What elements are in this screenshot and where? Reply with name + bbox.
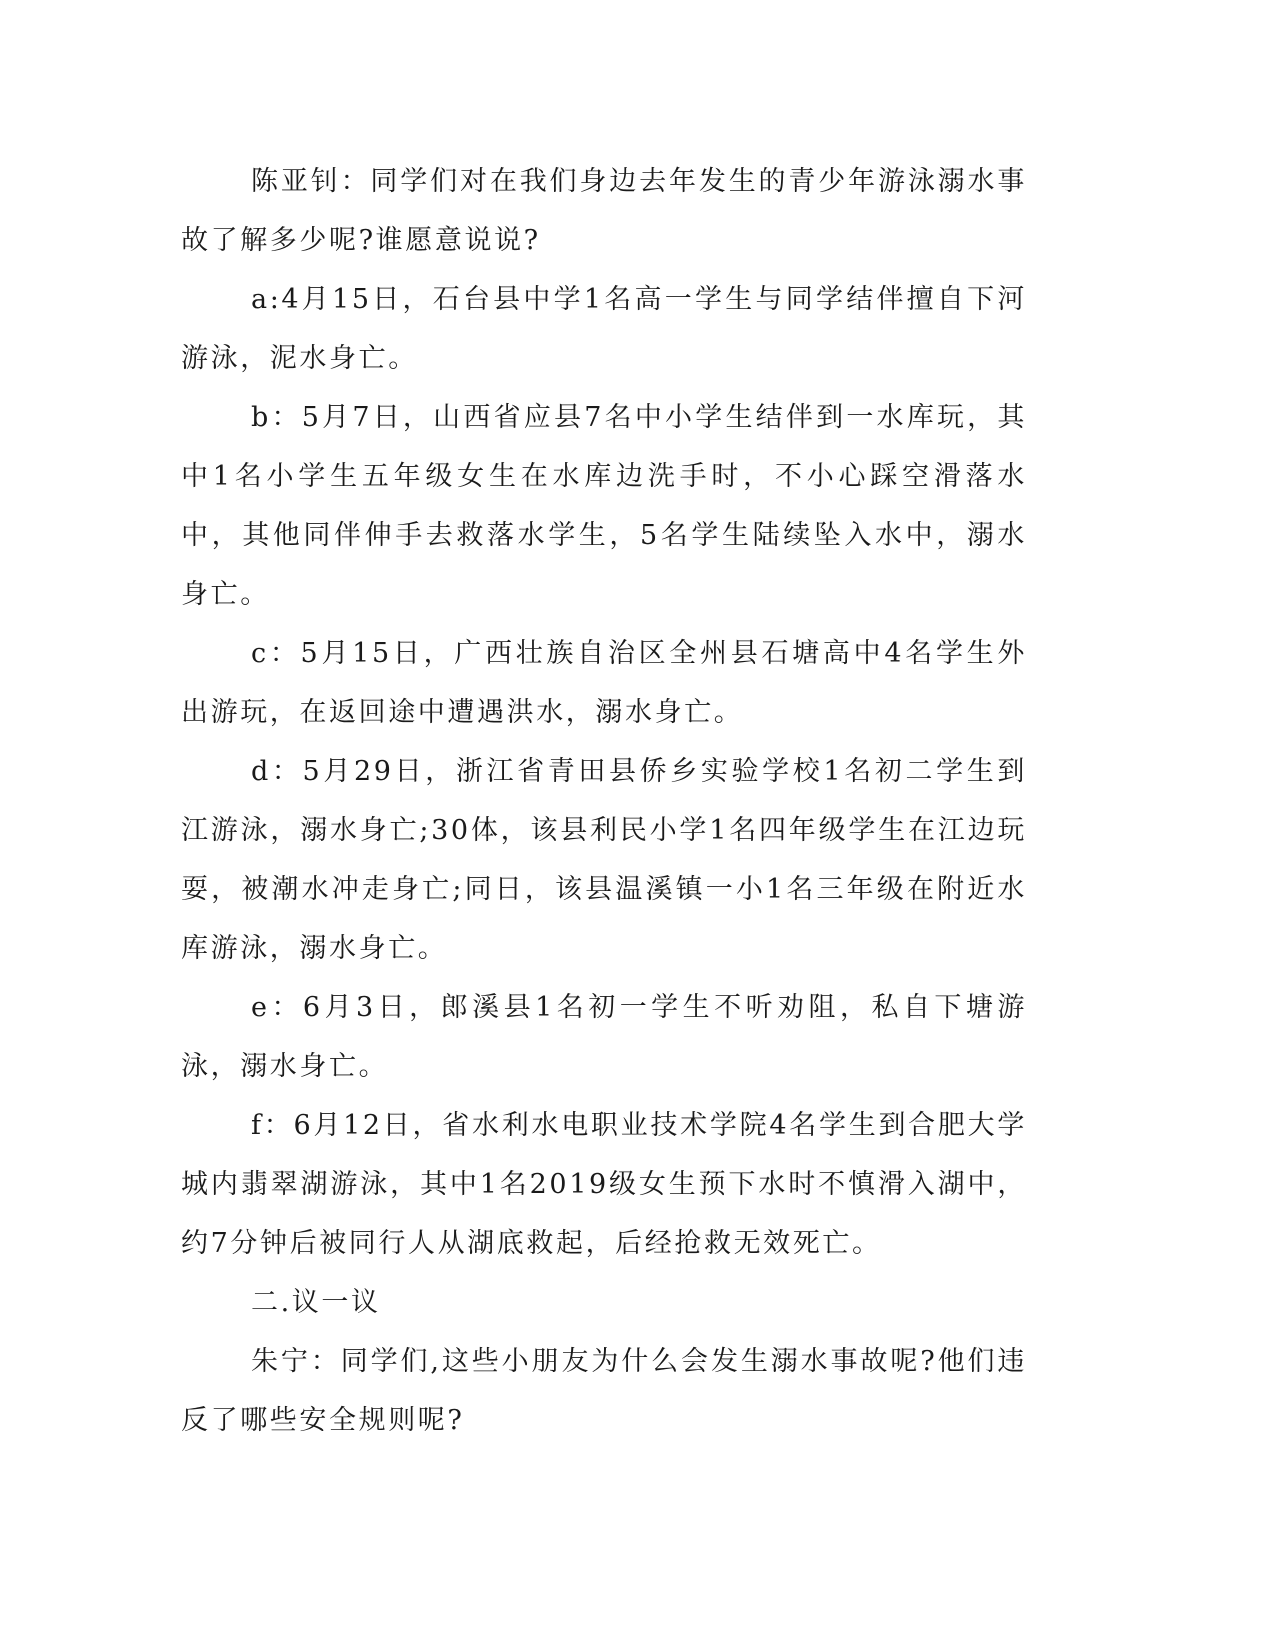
- paragraph-case-f: f：6月12日，省水利水电职业技术学院4名学生到合肥大学城内翡翠湖游泳，其中1名2019级女生预下水时不慎滑入湖中，约7分钟后被同行人从湖底救起，后经抢救无效死亡。: [181, 1110, 1027, 1259]
- paragraph-case-d: d：5月29日，浙江省青田县侨乡实验学校1名初二学生到江游泳，溺水身亡;30体，该县利民小学1名四年级学生在江边玩耍，被潮水冲走身亡;同日，该县温溪镇一小1名三年级在附近水库游泳，溺水身亡。: [181, 756, 1027, 964]
- paragraph-case-c: c：5月15日，广西壮族自治区全州县石塘高中4名学生外出游玩，在返回途中遭遇洪水，溺水身亡。: [181, 638, 1027, 728]
- paragraph-intro-question: 陈亚钊：同学们对在我们身边去年发生的青少年游泳溺水事故了解多少呢?谁愿意说说?: [181, 166, 1027, 256]
- paragraph-case-b: b：5月7日，山西省应县7名中小学生结伴到一水库玩，其中1名小学生五年级女生在水库边洗手时，不小心踩空滑落水中，其他同伴伸手去救落水学生，5名学生陆续坠入水中，溺水身亡。: [181, 402, 1027, 610]
- paragraph-case-e: e：6月3日，郎溪县1名初一学生不听劝阻，私自下塘游泳，溺水身亡。: [181, 992, 1027, 1082]
- section-heading-discuss: 二.议一议: [251, 1287, 381, 1318]
- paragraph-discussion-question: 朱宁：同学们,这些小朋友为什么会发生溺水事故呢?他们违反了哪些安全规则呢?: [181, 1346, 1027, 1436]
- document-body: [181, 152, 1027, 1450]
- paragraph-case-a: a:4月15日，石台县中学1名高一学生与同学结伴擅自下河游泳，泥水身亡。: [181, 284, 1027, 374]
